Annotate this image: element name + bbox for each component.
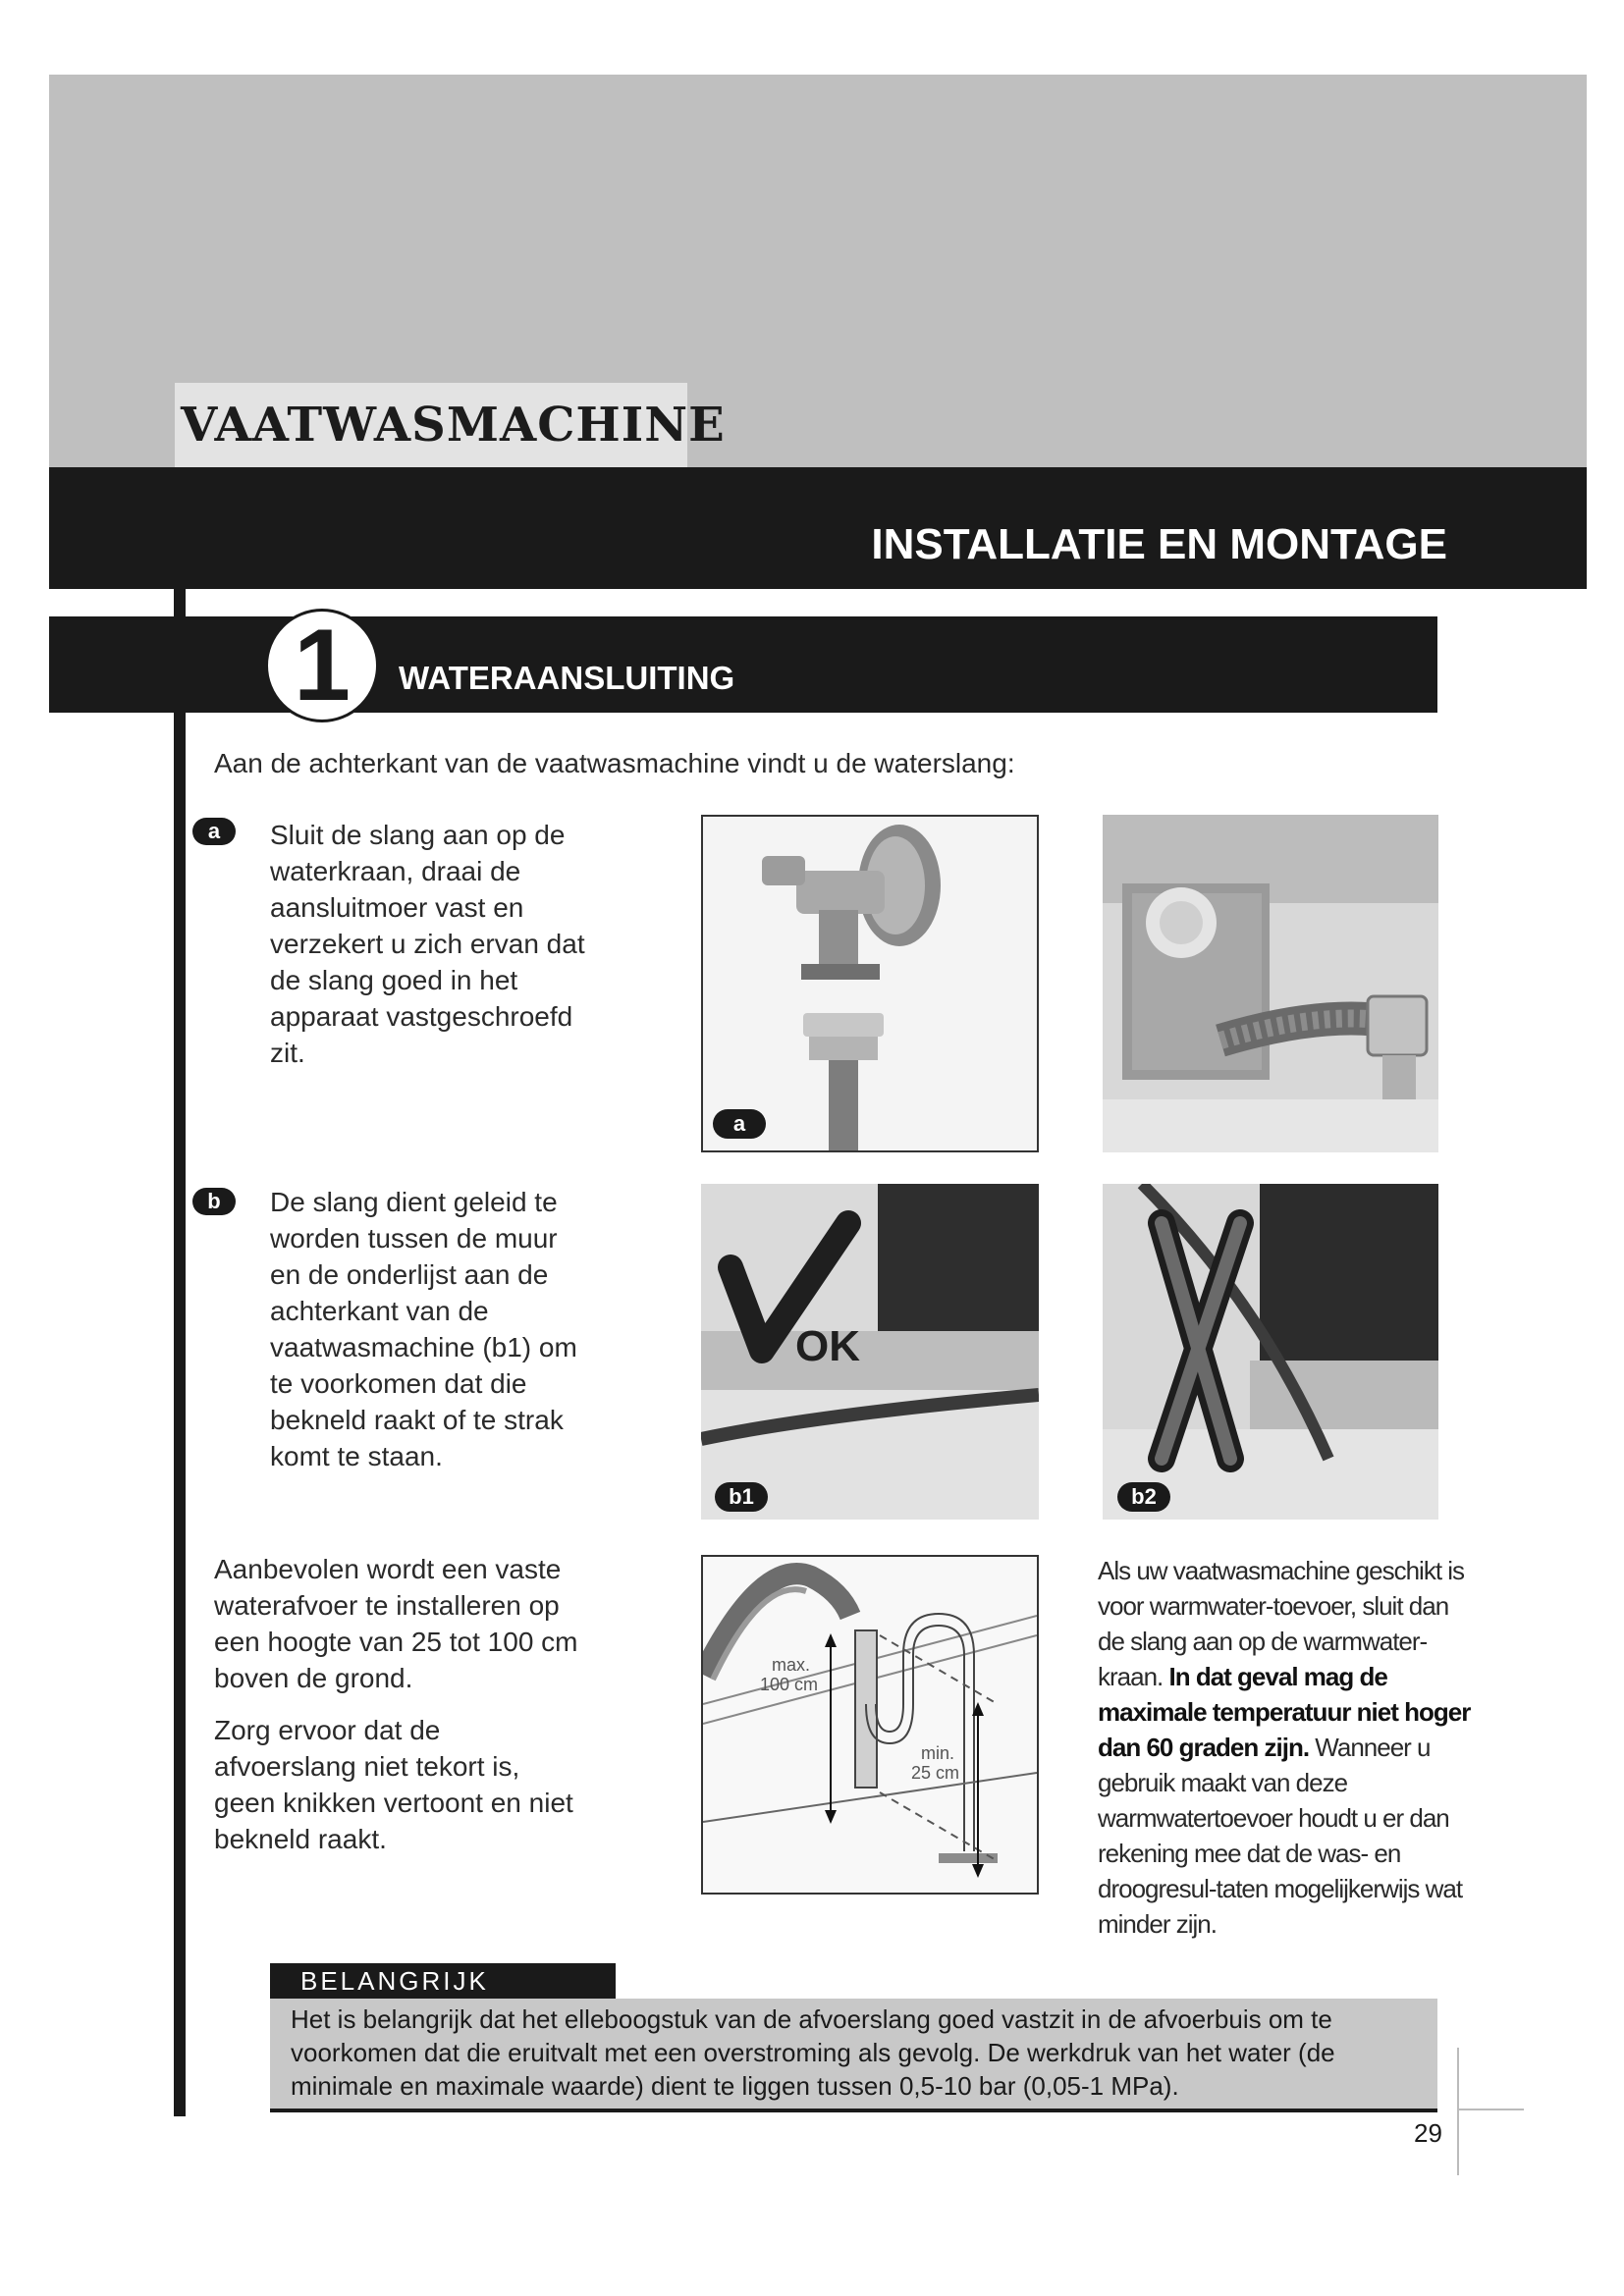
faucet-illustration xyxy=(703,817,1037,1150)
intro-text: Aan de achterkant van de vaatwasmachine vindt u de waterslang: xyxy=(214,748,1015,778)
hot-water-note xyxy=(1098,1553,1471,1942)
min-label-1: min. xyxy=(921,1743,955,1763)
correct-routing-photo xyxy=(701,1184,1039,1520)
important-text: Het is belangrijk dat het elleboogstuk van de afvoerslang goed vastzit in de afvoerbuis om te voorkomen dat die eruitvalt met een overstroming als gevolg. De werkdruk van het water (de minimale en maximale waarde) dient te liggen tussen 0,5-10 bar (0,05-1 MPa). xyxy=(291,2004,1335,2101)
drain-height-diagram xyxy=(701,1555,1039,1895)
brand-title: VAATWASMACHINE xyxy=(181,398,726,453)
drain-hose-advice: Zorg ervoor dat de afvoerslang niet tekort is, geen knikken vertoont en niet bekneld raakt. xyxy=(214,1715,573,1854)
step-bar xyxy=(49,616,1437,713)
image-label-b1: b1 xyxy=(715,1482,768,1512)
crop-mark-vertical xyxy=(1457,2048,1459,2175)
image-label-b2: b2 xyxy=(1117,1482,1170,1512)
hose-connection-photo xyxy=(1103,815,1438,1152)
max-label-2: 100 cm xyxy=(760,1675,819,1694)
image-label-a: a xyxy=(713,1109,766,1139)
drain-diagram-svg xyxy=(703,1557,1037,1893)
instruction-b: De slang dient geleid te worden tussen de muur en de onderlijst aan de achterkant van de vaatwasmachine (b1) om te voorkomen dat die bekneld raakt of te strak komt te staan. xyxy=(270,1187,577,1471)
page-number: 29 xyxy=(1414,2118,1442,2148)
faucet-photo xyxy=(701,815,1039,1152)
hot-water-text-bold: In dat geval mag de maximale temperatuur niet hoger dan 60 graden zijn. xyxy=(1098,1662,1471,1762)
b2-illustration xyxy=(1103,1184,1438,1520)
incorrect-routing-photo xyxy=(1103,1184,1438,1520)
max-label-1: max. xyxy=(772,1655,811,1675)
step-number: 1 xyxy=(294,609,351,722)
section-title: INSTALLATIE EN MONTAGE xyxy=(871,520,1447,568)
instruction-a: Sluit de slang aan op de waterkraan, draai de aansluitmoer vast en verzekert u zich ervan dat de slang goed in het apparaat vastgeschroefd zit. xyxy=(270,820,585,1068)
hot-water-text-post: Wanneer u gebruik maakt van deze warmwatertoevoer houdt u er dan rekening mee dat de was- en droogresul-taten mogelijkerwijs wat minder zijn. xyxy=(1098,1733,1463,1939)
drain-recommendation: Aanbevolen wordt een vaste waterafvoer te installeren op een hoogte van 25 tot 100 cm boven de grond. xyxy=(214,1554,578,1693)
marker-a: a xyxy=(192,818,236,845)
min-label-2: 25 cm xyxy=(911,1763,960,1783)
b1-illustration xyxy=(701,1184,1039,1520)
vertical-rule xyxy=(174,589,186,2116)
step-title: WATERAANSLUITING xyxy=(399,660,735,696)
crop-mark-horizontal xyxy=(1459,2109,1524,2110)
marker-b: b xyxy=(192,1188,236,1215)
important-underline xyxy=(270,2109,1437,2112)
hose-illustration xyxy=(1103,815,1438,1152)
ok-label: OK xyxy=(795,1322,860,1370)
important-title: BELANGRIJK xyxy=(300,1966,489,1996)
hot-water-text-pre: Als uw vaatwasmachine geschikt is voor warmwater-toevoer, sluit dan de slang aan op de warmwater-kraan. xyxy=(1098,1556,1465,1691)
